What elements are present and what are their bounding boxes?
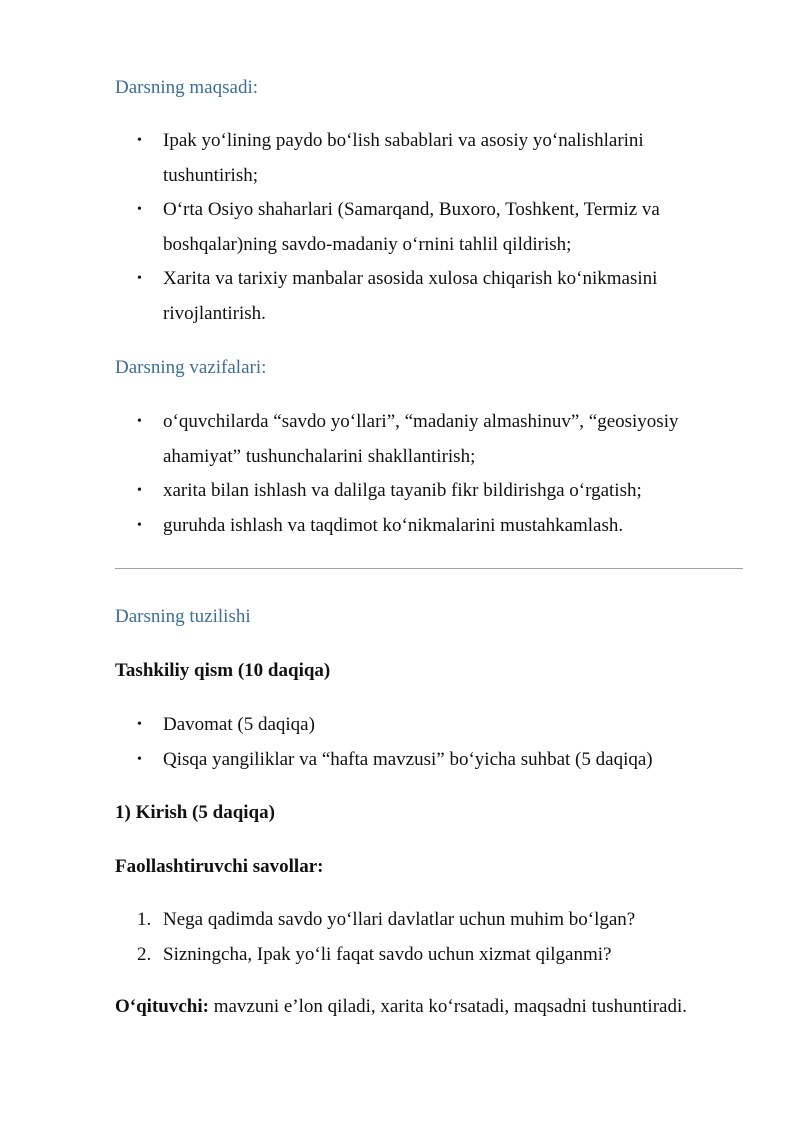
goals-list [115,124,715,331]
questions-list [115,903,715,972]
org-part-title: Tashkiliy qism (10 daqiqa) [115,660,331,681]
org-item-2: Qisqa yangiliklar va “hafta mavzusi” bo‘yicha suhbat (5 daqiqa) [163,748,653,770]
task-item-1: o‘quvchilarda “savdo yo‘llari”, “madaniy almashinuv”, “geosiyosiy ahamiyat” tushunchalarini shakllantirish; [163,411,679,467]
org-part-list [115,708,715,777]
list-item [115,405,715,474]
list-item [115,903,715,938]
question-item-2: Sizningcha, Ipak yo‘li faqat savdo uchun xizmat qilganmi? [163,943,612,965]
list-item [115,708,715,743]
structure-heading: Darsning tuzilishi [115,606,251,627]
list-item [115,474,715,509]
intro-title: 1) Kirish (5 daqiqa) [115,802,275,823]
horizontal-divider [115,568,743,569]
list-number: 2. [137,943,152,965]
goals-heading: Darsning maqsadi: [115,77,259,98]
question-item-1: Nega qadimda savdo yo‘llari davlatlar uchun muhim bo‘lgan? [163,909,636,930]
task-item-2: xarita bilan ishlash va dalilga tayanib fikr bildirishga o‘rgatish; [163,480,642,501]
list-item [115,262,715,331]
list-item [115,938,715,973]
bullet-icon: • [137,271,142,286]
bullet-icon: • [137,133,142,148]
bullet-icon: • [137,717,142,732]
tasks-list [115,405,715,543]
list-number: 1. [137,909,152,930]
goal-item-1: Ipak yo‘lining paydo bo‘lish sabablari va asosiy yo‘nalishlarini tushuntirish; [163,130,644,186]
teacher-label: O‘qituvchi: [115,996,209,1017]
tasks-heading: Darsning vazifalari: [115,357,267,378]
teacher-text: mavzuni e’lon qiladi, xarita ko‘rsatadi, maqsadni tushuntiradi. [208,996,687,1017]
questions-title: Faollashtiruvchi savollar: [115,856,324,877]
org-item-1: Davomat (5 daqiqa) [163,714,315,735]
bullet-icon: • [137,483,142,498]
goal-item-2: O‘rta Osiyo shaharlari (Samarqand, Buxoro, Toshkent, Termiz va boshqalar)ning savdo-madaniy o‘rnini tahlil qildirish; [163,199,660,255]
goal-item-3: Xarita va tarixiy manbalar asosida xulosa chiqarish ko‘nikmasini rivojlantirish. [163,268,658,324]
bullet-icon: • [137,202,142,217]
task-item-3: guruhda ishlash va taqdimot ko‘nikmalarini mustahkamlash. [163,514,624,536]
list-item [115,743,715,778]
teacher-paragraph [115,995,687,1019]
list-item [115,124,715,193]
bullet-icon: • [137,414,142,429]
list-item [115,509,715,544]
bullet-icon: • [137,517,142,533]
list-item [115,193,715,262]
bullet-icon: • [137,751,142,767]
